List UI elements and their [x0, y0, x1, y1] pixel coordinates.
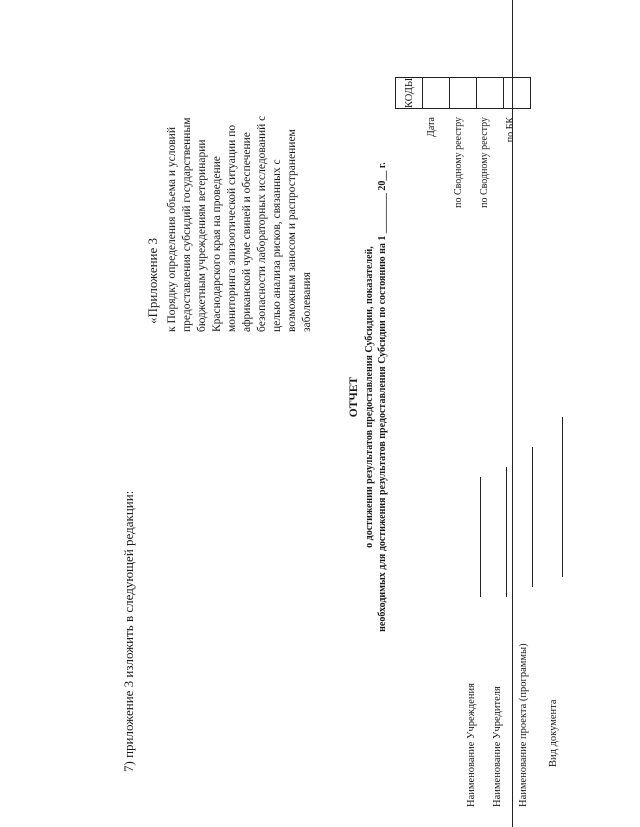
appendix-text	[165, 32, 315, 332]
appendix-line: целью анализа рисков, связанных с	[271, 159, 283, 332]
code-cell-date[interactable]	[423, 77, 450, 108]
appendix-line: африканской чуме свиней и обеспечение	[241, 132, 253, 332]
appendix-line: бюджетным учреждениям ветеринарии	[196, 139, 208, 332]
codes-table	[395, 77, 531, 109]
field-project: Наименование проекта (программы)	[518, 643, 529, 807]
code-cell-svod1[interactable]	[450, 77, 477, 108]
field-founder: Наименование Учредителя	[492, 686, 503, 807]
appendix-line: безопасности лабораторных исследований с	[256, 115, 268, 332]
label-svod-reestr-2: по Сводному реестру	[479, 117, 490, 208]
line-founder[interactable]	[506, 467, 507, 597]
field-doc-type: Вид документа	[548, 699, 559, 767]
code-cell-svod2[interactable]	[477, 77, 504, 108]
label-svod-reestr-1: по Сводному реестру	[453, 117, 464, 208]
appendix-line: возможным заносом и распространением	[286, 129, 298, 332]
codes-header-cell: КОДЫ	[396, 77, 423, 108]
appendix-line: к Порядку определения объема и условий	[166, 127, 178, 332]
page-divider-line	[512, 0, 513, 827]
report-subtitle: о достижении результатов предоставления Субсидии, показателей,	[364, 246, 375, 548]
label-date: Дата	[426, 117, 437, 137]
field-institution: Наименование Учреждения	[466, 683, 477, 807]
appendix-line: предоставления субсидий государственным	[181, 117, 193, 332]
appendix-line: заболевания	[301, 272, 313, 332]
line-institution[interactable]	[480, 477, 481, 597]
report-subtitle-date: необходимых для достижения результатов предоставления Субсидии по состоянию на 1 ________ 20__ г.	[377, 162, 388, 632]
code-cell-bk[interactable]	[504, 77, 531, 108]
line-doc-type[interactable]	[562, 417, 563, 577]
report-title: ОТЧЕТ	[348, 376, 360, 418]
appendix-line: Краснодарского края на проведение	[211, 156, 223, 332]
label-bk: по БК	[505, 117, 516, 143]
appendix-title: «Приложение 3	[145, 237, 160, 324]
appendix-line: мониторинга эпизоотической ситуации по	[226, 124, 238, 332]
intro-text: 7) приложение 3 изложить в следующей редакции:	[121, 490, 136, 772]
line-project[interactable]	[532, 447, 533, 587]
